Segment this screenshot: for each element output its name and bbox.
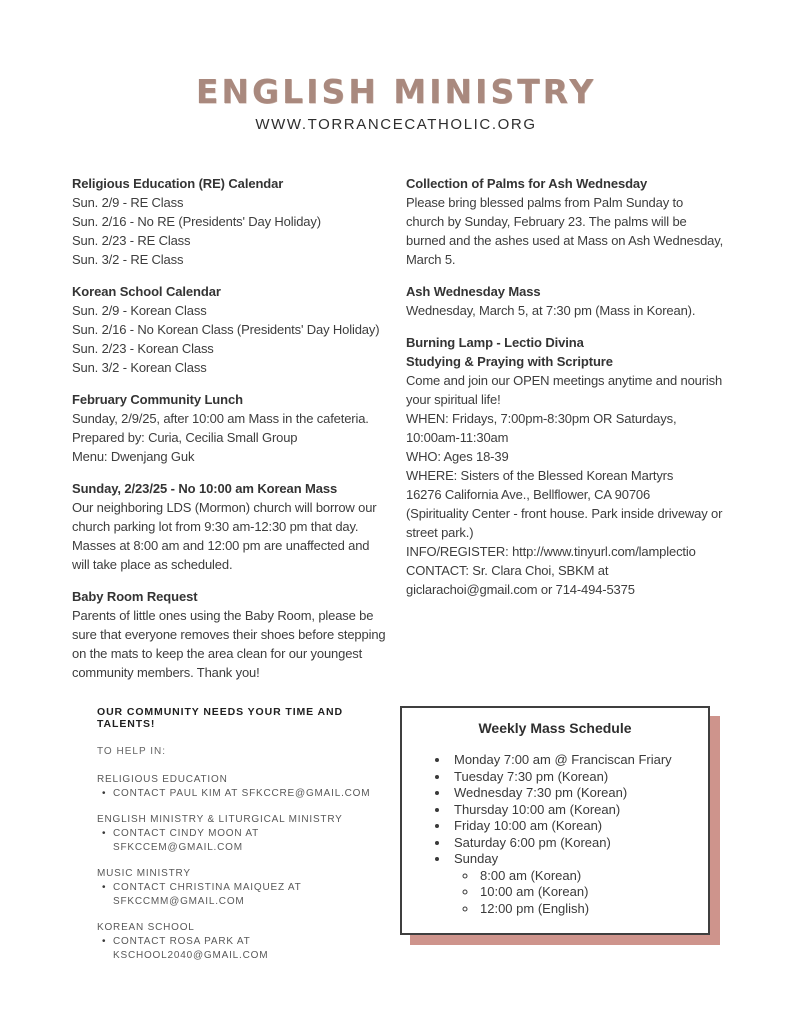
volunteer-section: [97, 706, 397, 975]
detail-line: Menu: Dwenjang Guk: [72, 449, 195, 464]
right-column: [406, 174, 724, 682]
calendar-line: Sun. 2/16 - No Korean Class (Presidents' Day Holiday): [72, 322, 380, 337]
page-title: ENGLISH MINISTRY: [195, 72, 597, 111]
mass-item-sunday: [450, 851, 698, 917]
mass-item: • Thursday 10:00 am (Korean): [450, 802, 698, 819]
who-line: WHO: Ages 18-39: [406, 449, 509, 464]
ministry-contact: [97, 827, 387, 855]
mass-schedule-title: Weekly Mass Schedule: [478, 720, 632, 736]
volunteer-headline: OUR COMMUNITY NEEDS YOUR TIME AND TALENTS!: [97, 706, 343, 730]
volunteer-group-music-ministry: [97, 867, 397, 909]
section-community-lunch: [72, 390, 390, 466]
ministry-name: RELIGIOUS EDUCATION: [97, 774, 228, 785]
sunday-time: ◦ 8:00 am (Korean): [478, 868, 698, 885]
website-url: WWW.TORRANCECATHOLIC.ORG: [255, 116, 537, 133]
header: [0, 0, 792, 133]
section-korean-school-calendar: [72, 282, 390, 377]
mass-item: • Monday 7:00 am @ Franciscan Friary: [450, 752, 698, 769]
left-column: [72, 174, 390, 682]
section-heading: February Community Lunch: [72, 392, 243, 407]
where-line: WHERE: Sisters of the Blessed Korean Martyrs: [406, 468, 674, 483]
sunday-time: ◦ 12:00 pm (English): [478, 901, 698, 918]
section-re-calendar: [72, 174, 390, 269]
calendar-line: Sun. 2/23 - RE Class: [72, 233, 191, 248]
mass-schedule-list: [412, 752, 698, 917]
ministry-name: ENGLISH MINISTRY & LITURGICAL MINISTRY: [97, 814, 343, 825]
bullet-icon: •: [102, 828, 107, 839]
section-heading: Collection of Palms for Ash Wednesday: [406, 176, 648, 191]
paragraph: Come and join our OPEN meetings anytime and nourish your spiritual life!: [406, 373, 723, 407]
calendar-line: Sun. 3/2 - Korean Class: [72, 360, 207, 375]
ministry-contact: [97, 881, 387, 909]
section-heading: Religious Education (RE) Calendar: [72, 176, 284, 191]
paragraph: Parents of little ones using the Baby Room, please be sure that everyone removes their shoes before stepping on the mats to keep the area clean for our youngest community members. Thank you!: [72, 608, 386, 680]
contact-text: CONTACT CHRISTINA MAIQUEZ AT SFKCCMM@GMAIL.COM: [113, 882, 302, 907]
section-heading: Burning Lamp - Lectio Divina: [406, 335, 584, 350]
bullet-icon: •: [102, 936, 107, 947]
section-burning-lamp: [406, 333, 724, 599]
contact-text: CONTACT ROSA PARK AT KSCHOOL2040@GMAIL.COM: [113, 936, 269, 961]
mass-item: • Friday 10:00 am (Korean): [450, 818, 698, 835]
bullet-icon: •: [102, 882, 107, 893]
section-no-korean-mass: [72, 479, 390, 574]
section-baby-room-request: [72, 587, 390, 682]
sunday-time: ◦ 10:00 am (Korean): [478, 884, 698, 901]
calendar-line: Sun. 2/9 - RE Class: [72, 195, 184, 210]
main-columns: [72, 174, 792, 682]
volunteer-intro: TO HELP IN:: [97, 746, 166, 757]
section-subheading: Studying & Praying with Scripture: [406, 354, 613, 369]
volunteer-group-korean-school: [97, 921, 397, 963]
weekly-mass-schedule-box: [400, 706, 710, 935]
contact-text: CONTACT PAUL KIM AT SFKCCRE@GMAIL.COM: [113, 788, 371, 799]
section-palms-collection: [406, 174, 724, 269]
sunday-times-list: [454, 868, 698, 918]
sunday-label: Sunday: [454, 851, 499, 866]
contact-text: CONTACT CINDY MOON AT SFKCCEM@GMAIL.COM: [113, 828, 259, 853]
paragraph: Our neighboring LDS (Mormon) church will borrow our church parking lot from 9:30 am-12:30 pm that day. Masses at 8:00 am and 12:00 pm are unaffected and will take place as scheduled.: [72, 500, 377, 572]
contact-line: CONTACT: Sr. Clara Choi, SBKM at giclarachoi@gmail.com or 714-494-5375: [406, 563, 635, 597]
calendar-line: Sun. 3/2 - RE Class: [72, 252, 184, 267]
calendar-line: Sun. 2/23 - Korean Class: [72, 341, 214, 356]
when-line: WHEN: Fridays, 7:00pm-8:30pm OR Saturdays, 10:00am-11:30am: [406, 411, 677, 445]
detail-line: Sunday, 2/9/25, after 10:00 am Mass in the cafeteria.: [72, 411, 369, 426]
paragraph: Please bring blessed palms from Palm Sunday to church by Sunday, February 23. The palms will be burned and the ashes used at Mass on Ash Wednesday, March 5.: [406, 195, 724, 267]
mass-item: • Wednesday 7:30 pm (Korean): [450, 785, 698, 802]
address-line: 16276 California Ave., Bellflower, CA 90706: [406, 487, 651, 502]
detail-line: Prepared by: Curia, Cecilia Small Group: [72, 430, 298, 445]
section-heading: Baby Room Request: [72, 589, 198, 604]
parking-line: (Spirituality Center - front house. Park inside driveway or street park.): [406, 506, 723, 540]
ministry-name: KOREAN SCHOOL: [97, 922, 195, 933]
section-ash-wednesday-mass: [406, 282, 724, 320]
calendar-line: Sun. 2/16 - No RE (Presidents' Day Holiday): [72, 214, 321, 229]
ministry-name: MUSIC MINISTRY: [97, 868, 191, 879]
section-heading: Sunday, 2/23/25 - No 10:00 am Korean Mass: [72, 481, 338, 496]
register-url-line: INFO/REGISTER: http://www.tinyurl.com/lamplectio: [406, 544, 696, 559]
bullet-icon: •: [102, 788, 107, 799]
calendar-line: Sun. 2/9 - Korean Class: [72, 303, 207, 318]
mass-item: • Saturday 6:00 pm (Korean): [450, 835, 698, 852]
volunteer-group-english-ministry: [97, 813, 397, 855]
section-heading: Ash Wednesday Mass: [406, 284, 541, 299]
ministry-contact: [97, 787, 387, 801]
volunteer-group-religious-education: [97, 773, 397, 801]
ministry-contact: [97, 935, 387, 963]
section-heading: Korean School Calendar: [72, 284, 221, 299]
mass-item: • Tuesday 7:30 pm (Korean): [450, 769, 698, 786]
detail-line: Wednesday, March 5, at 7:30 pm (Mass in Korean).: [406, 303, 696, 318]
bottom-row: [97, 706, 792, 975]
